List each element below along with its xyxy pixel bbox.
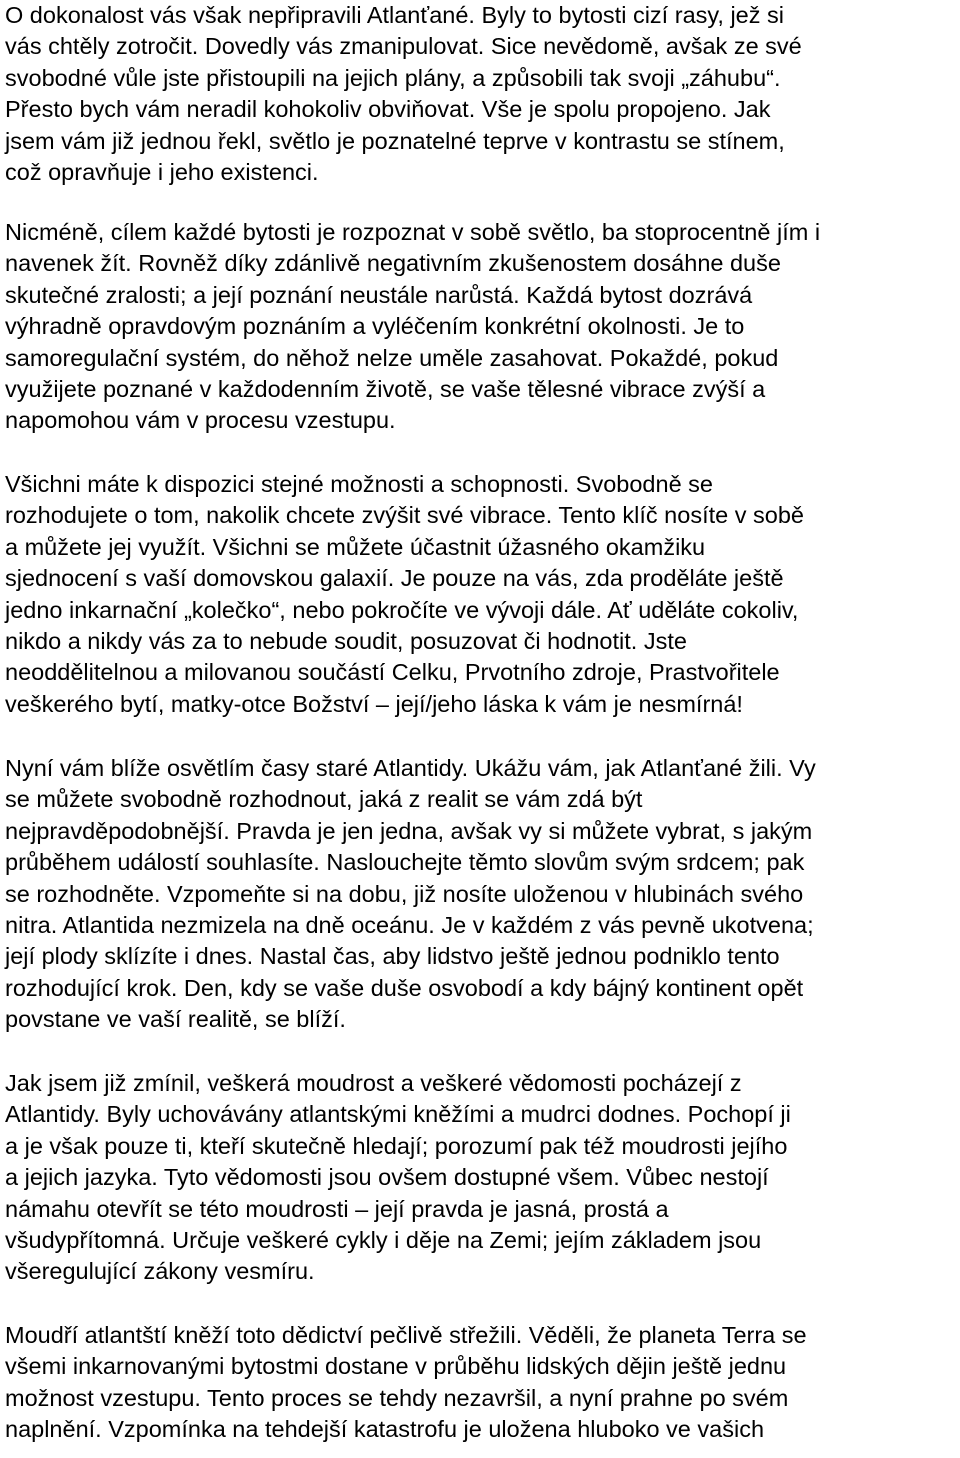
text-line: se rozhodněte. Vzpomeňte si na dobu, již nosíte uloženou v hlubinách svého: [5, 880, 804, 907]
text-line: využijete poznané v každodenním životě, se vaše tělesné vibrace zvýší a: [5, 375, 766, 402]
text-line: se můžete svobodně rozhodnout, jaká z realit se vám zdá být: [5, 786, 643, 813]
text-line: veškerého bytí, matky-otce Božství – její/jeho láska k vám je nesmírná!: [5, 690, 743, 717]
text-line: vás chtěly zotročit. Dovedly vás zmanipulovat. Sice nevědomě, avšak ze své: [5, 33, 802, 60]
text-line: neoddělitelnou a milovanou součástí Celku, Prvotního zdroje, Prastvořitele: [5, 659, 780, 686]
text-line: Všichni máte k dispozici stejné možnosti a schopnosti. Svobodně se: [5, 471, 713, 497]
paragraph: [5, 217, 960, 437]
text-line: možnost vzestupu. Tento proces se tehdy nezavršil, a nyní prahne po svém: [5, 1384, 789, 1411]
paragraph: [5, 753, 960, 1036]
text-line: rozhodujete o tom, nakolik chcete zvýšit své vibrace. Tento klíč nosíte v sobě: [5, 502, 804, 529]
text-line: jedno inkarnační „kolečko“, nebo pokročíte ve vývoji dále. Ať uděláte cokoliv,: [5, 596, 799, 623]
text-line: nikdo a nikdy vás za to nebude soudit, posuzovat či hodnotit. Jste: [5, 627, 687, 654]
text-line: jsem vám již jednou řekl, světlo je poznatelné teprve v kontrastu se stínem,: [5, 127, 785, 154]
text-line: nejpravděpodobnější. Pravda je jen jedna, avšak vy si můžete vybrat, s jakým: [5, 817, 813, 844]
text-line: její plody sklízíte i dnes. Nastal čas, aby lidstvo ještě jednou podniklo tento: [5, 943, 780, 970]
text-line: průběhem událostí souhlasíte. Naslouchejte těmto slovům svým srdcem; pak: [5, 849, 805, 876]
text-line: napomohou vám v procesu vzestupu.: [5, 407, 396, 434]
text-line: samoregulační systém, do něhož nelze uměle zasahovat. Pokaždé, pokud: [5, 344, 779, 371]
paragraph: [5, 1320, 960, 1446]
text-line: a jejich jazyka. Tyto vědomosti jsou ovšem dostupné všem. Vůbec nestojí: [5, 1164, 769, 1191]
text-line: Moudří atlantští kněží toto dědictví pečlivě střežili. Věděli, že planeta Terra se: [5, 1322, 807, 1348]
text-line: navenek žít. Rovněž díky zdánlivě negativním zkušenostem dosáhne duše: [5, 250, 781, 277]
text-line: Nicméně, cílem každé bytosti je rozpoznat v sobě světlo, ba stoprocentně jím i: [5, 219, 821, 245]
text-line: sjednocení s vaší domovskou galaxií. Je pouze na vás, zda proděláte ještě: [5, 565, 784, 592]
text-line: a je však pouze ti, kteří skutečně hledají; porozumí pak též moudrosti jejího: [5, 1132, 788, 1159]
text-line: svobodné vůle jste přistoupili na jejich plány, a způsobili tak svoji „záhubu“.: [5, 64, 781, 91]
text-line: Nyní vám blíže osvětlím časy staré Atlantidy. Ukážu vám, jak Atlanťané žili. Vy: [5, 755, 816, 781]
text-line: povstane ve vaší realitě, se blíží.: [5, 1006, 346, 1033]
text-line: rozhodující krok. Den, kdy se vaše duše osvobodí a kdy bájný kontinent opět: [5, 974, 804, 1001]
paragraph: [5, 469, 960, 720]
text-line: všudypřítomná. Určuje veškeré cykly i děje na Zemi; jejím základem jsou: [5, 1226, 762, 1253]
paragraph: [5, 0, 960, 188]
text-line: Atlantidy. Byly uchovávány atlantskými kněžími a mudrci dodnes. Pochopí ji: [5, 1101, 791, 1128]
text-line: nitra. Atlantida nezmizela na dně oceánu. Je v každém z vás pevně ukotvena;: [5, 911, 814, 938]
text-line: a můžete jej využít. Všichni se můžete účastnit úžasného okamžiku: [5, 533, 706, 560]
text-line: všeregulující zákony vesmíru.: [5, 1258, 315, 1285]
text-line: což opravňuje i jeho existenci.: [5, 158, 319, 185]
text-line: O dokonalost vás však nepřipravili Atlanťané. Byly to bytosti cizí rasy, jež si: [5, 2, 784, 28]
text-line: skutečné zralosti; a její poznání neustále narůstá. Každá bytost dozrává: [5, 281, 753, 308]
text-line: Přesto bych vám neradil kohokoliv obviňovat. Vše je spolu propojeno. Jak: [5, 96, 771, 123]
text-line: naplnění. Vzpomínka na tehdejší katastrofu je uložena hluboko ve vašich: [5, 1416, 765, 1443]
paragraph: [5, 1068, 960, 1288]
text-line: námahu otevřít se této moudrosti – její pravda je jasná, prostá a: [5, 1195, 669, 1222]
text-line: Jak jsem již zmínil, veškerá moudrost a veškeré vědomosti pocházejí z: [5, 1070, 742, 1096]
text-line: výhradně opravdovým poznáním a vyléčením konkrétní okolnosti. Je to: [5, 313, 745, 340]
text-line: všemi inkarnovanými bytostmi dostane v průběhu lidských dějin ještě jednu: [5, 1353, 787, 1380]
